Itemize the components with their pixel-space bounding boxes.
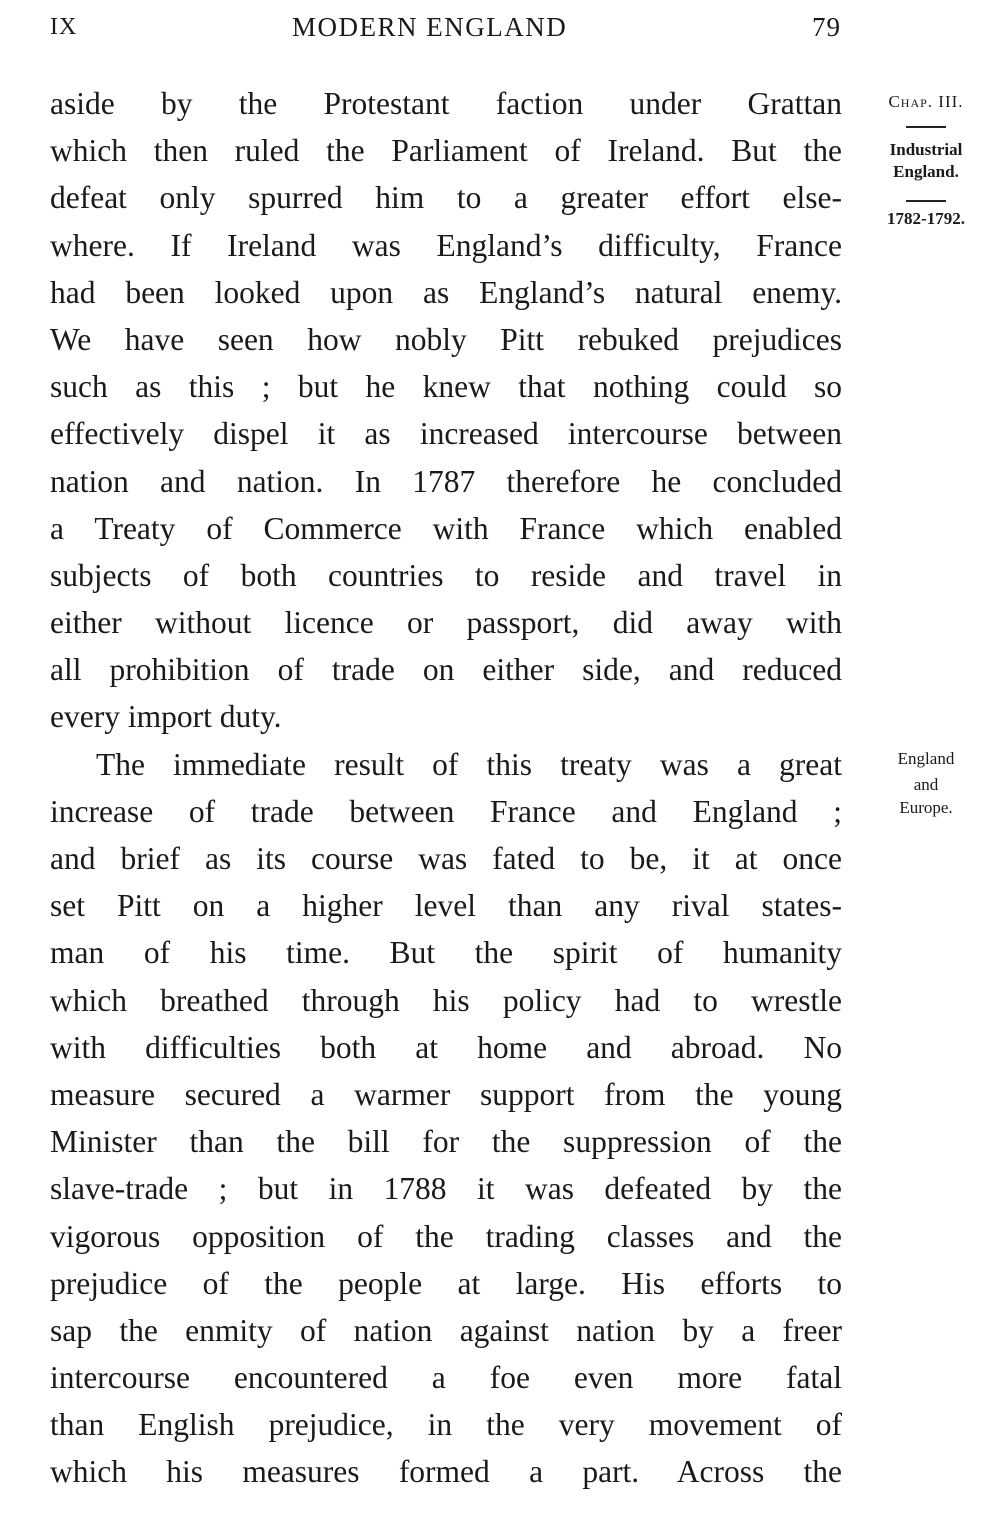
text-line: increase of trade between France and England ; (50, 793, 842, 829)
text-line: every import duty. (50, 699, 282, 735)
text-line: vigorous opposition of the trading classes and the (50, 1218, 842, 1254)
text-line: which breathed through his policy had to wrestle (50, 982, 842, 1018)
text-line: slave-trade ; but in 1788 it was defeated by the (50, 1171, 842, 1207)
margin-topic-line2: and (913, 775, 939, 794)
margin-chapter: Chap. III. (888, 92, 964, 111)
margin-section-line2: England. (893, 162, 959, 181)
text-line: aside by the Protestant faction under Grattan (50, 86, 842, 121)
page-number: 79 (812, 12, 841, 42)
text-line: Minister than the bill for the suppression of the (50, 1124, 842, 1160)
text-line: man of his time. But the spirit of humanity (50, 935, 842, 971)
text-line: where. If Ireland was England’s difficulty, France (50, 227, 842, 263)
text-line: effectively dispel it as increased intercourse between (50, 416, 842, 452)
text-line: which his measures formed a part. Across the (50, 1454, 842, 1490)
text-line: measure secured a warmer support from the young (50, 1076, 842, 1112)
body-text (50, 80, 842, 1496)
margin-rule (906, 126, 946, 128)
text-line: such as this ; but he knew that nothing could so (50, 369, 842, 405)
text-line: than English prejudice, in the very movement of (50, 1407, 842, 1443)
text-line: either without licence or passport, did away with (50, 605, 842, 641)
text-line: The immediate result of this treaty was a great (96, 746, 842, 782)
text-line: and brief as its course was fated to be, it at once (50, 841, 842, 876)
text-line: defeat only spurred him to a greater effort else- (50, 180, 842, 216)
text-line: which then ruled the Parliament of Ireland. But the (50, 133, 842, 169)
text-line: intercourse encountered a foe even more fatal (50, 1360, 842, 1396)
margin-section-line1: Industrial (889, 140, 963, 159)
margin-topic-line1: England (897, 749, 955, 768)
text-line: We have seen how nobly Pitt rebuked prejudices (50, 321, 842, 357)
running-title: MODERN ENGLAND (292, 12, 568, 42)
margin-years: 1782-1792. (887, 209, 965, 228)
text-line: a Treaty of Commerce with France which enabled (50, 510, 842, 546)
text-line: had been looked upon as England’s natural enemy. (50, 274, 842, 310)
text-line: sap the enmity of nation against nation by a freer (50, 1312, 842, 1348)
margin-topic-line3: Europe. (899, 798, 953, 817)
text-line: prejudice of the people at large. His efforts to (50, 1265, 842, 1301)
text-line: all prohibition of trade on either side, and reduced (50, 652, 842, 688)
text-line: with difficulties both at home and abroad. No (50, 1029, 842, 1065)
running-header (0, 8, 1000, 48)
text-line: nation and nation. In 1787 therefore he concluded (50, 463, 842, 499)
text-line: set Pitt on a higher level than any rival states- (50, 888, 842, 924)
margin-rule (906, 200, 946, 202)
signature-mark: IX (50, 14, 78, 40)
text-line: subjects of both countries to reside and travel in (50, 557, 842, 593)
